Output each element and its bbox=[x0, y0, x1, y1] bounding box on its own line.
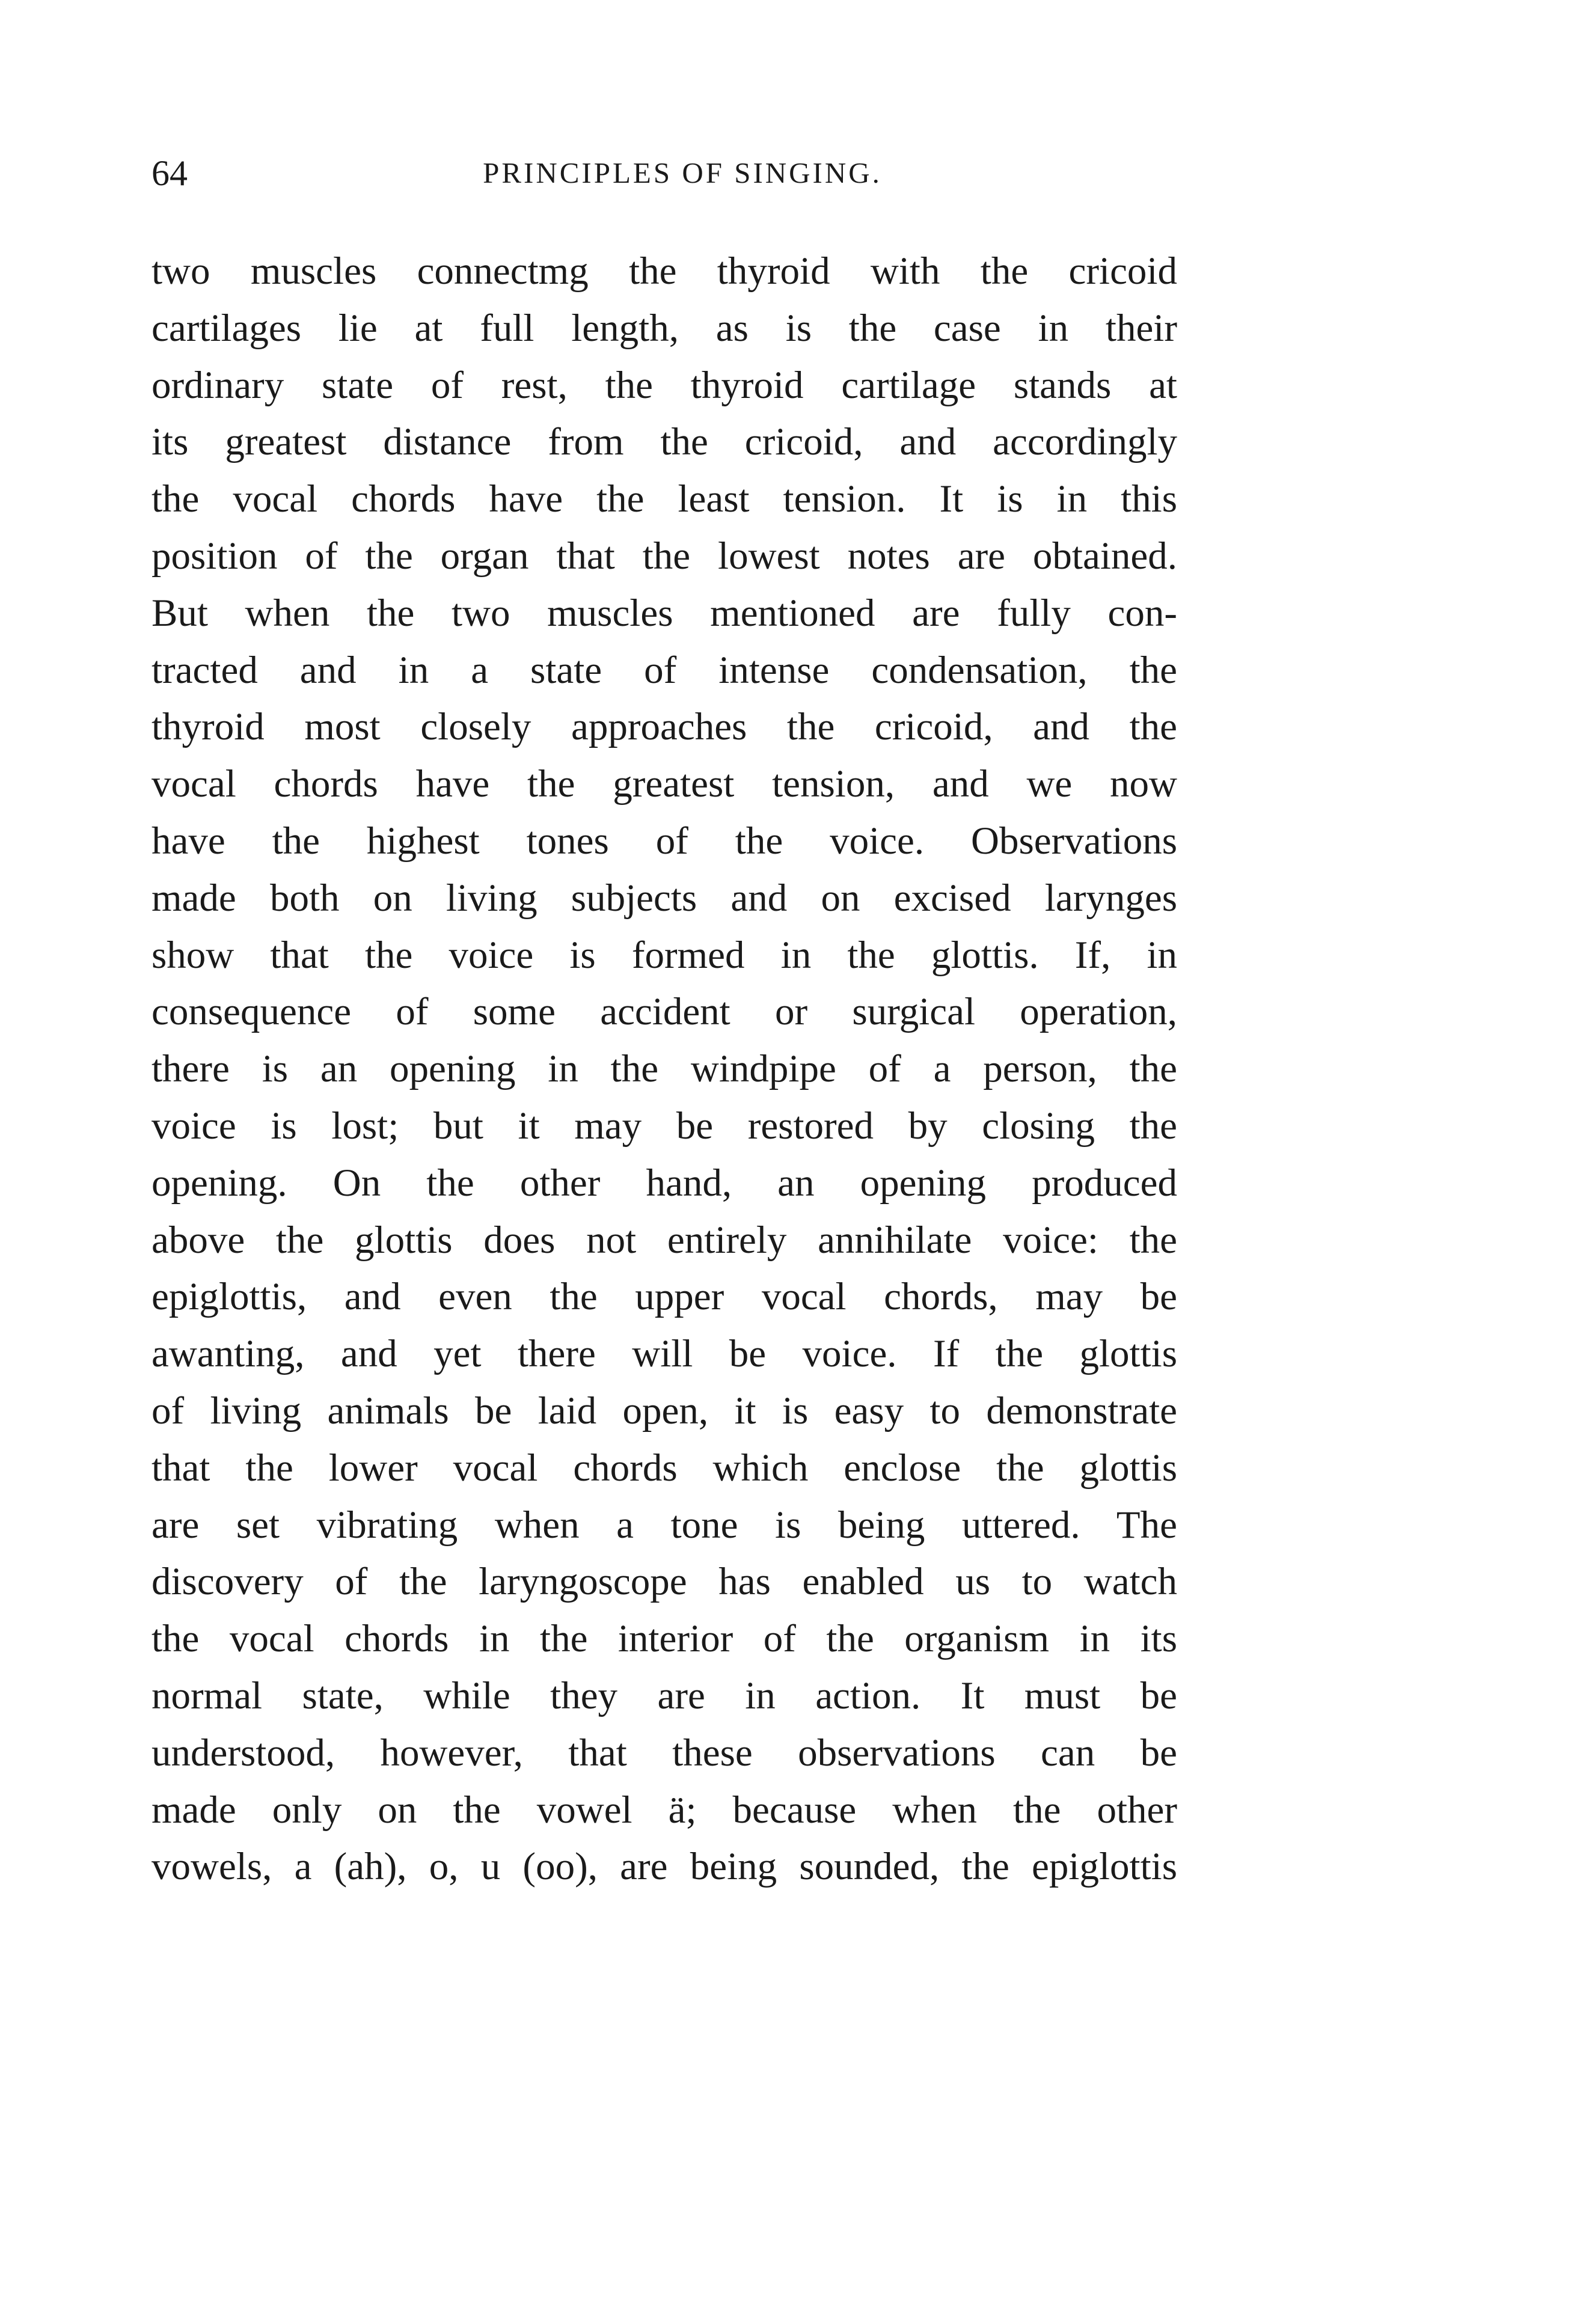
text-line: its greatest distance from the cricoid, and accordingly bbox=[152, 420, 1177, 464]
text-line: discovery of the laryngoscope has enabled us to watch bbox=[152, 1560, 1177, 1604]
text-line: made both on living subjects and on excised larynges bbox=[152, 876, 1177, 920]
text-line: vocal chords have the greatest tension, and we now bbox=[152, 762, 1177, 806]
text-line: position of the organ that the lowest notes are obtained. bbox=[152, 534, 1177, 578]
text-line: are set vibrating when a tone is being uttered. The bbox=[152, 1503, 1177, 1547]
text-line: voice is lost; but it may be restored by closing the bbox=[152, 1104, 1177, 1148]
text-line: consequence of some accident or surgical operation, bbox=[152, 990, 1177, 1034]
text-line: tracted and in a state of intense condensation, the bbox=[152, 648, 1177, 692]
text-line: the vocal chords in the interior of the organism in its bbox=[152, 1617, 1177, 1661]
text-line: ordinary state of rest, the thyroid cartilage stands at bbox=[152, 363, 1177, 407]
text-line: there is an opening in the windpipe of a person, the bbox=[152, 1047, 1177, 1091]
page-header bbox=[152, 149, 1177, 197]
text-line: of living animals be laid open, it is easy to demonstrate bbox=[152, 1389, 1177, 1433]
text-line: the vocal chords have the least tension. It is in this bbox=[152, 477, 1177, 521]
text-line: vowels, a (ah), o, u (oo), are being sounded, the epiglottis bbox=[152, 1845, 1177, 1889]
text-line: opening. On the other hand, an opening produced bbox=[152, 1161, 1177, 1205]
text-line: normal state, while they are in action. It must be bbox=[152, 1674, 1177, 1717]
body-text bbox=[152, 243, 1177, 1895]
text-line: that the lower vocal chords which enclose the glottis bbox=[152, 1446, 1177, 1490]
text-line: two muscles connectmg the thyroid with the cricoid bbox=[152, 249, 1177, 293]
text-line: understood, however, that these observations can be bbox=[152, 1731, 1177, 1775]
text-line: thyroid most closely approaches the cricoid, and the bbox=[152, 705, 1177, 749]
text-line: cartilages lie at full length, as is the case in their bbox=[152, 306, 1177, 350]
text-line: But when the two muscles mentioned are fully con- bbox=[152, 591, 1177, 635]
text-line: awanting, and yet there will be voice. If the glottis bbox=[152, 1332, 1177, 1376]
text-line: epiglottis, and even the upper vocal chords, may be bbox=[152, 1275, 1177, 1319]
page-number: 64 bbox=[152, 153, 188, 193]
text-line: made only on the vowel ä; because when the other bbox=[152, 1788, 1177, 1832]
running-head: PRINCIPLES OF SINGING. bbox=[483, 156, 882, 189]
text-line: above the glottis does not entirely annihilate voice: the bbox=[152, 1218, 1177, 1262]
text-line: show that the voice is formed in the glottis. If, in bbox=[152, 933, 1177, 977]
text-line: have the highest tones of the voice. Observations bbox=[152, 819, 1177, 863]
